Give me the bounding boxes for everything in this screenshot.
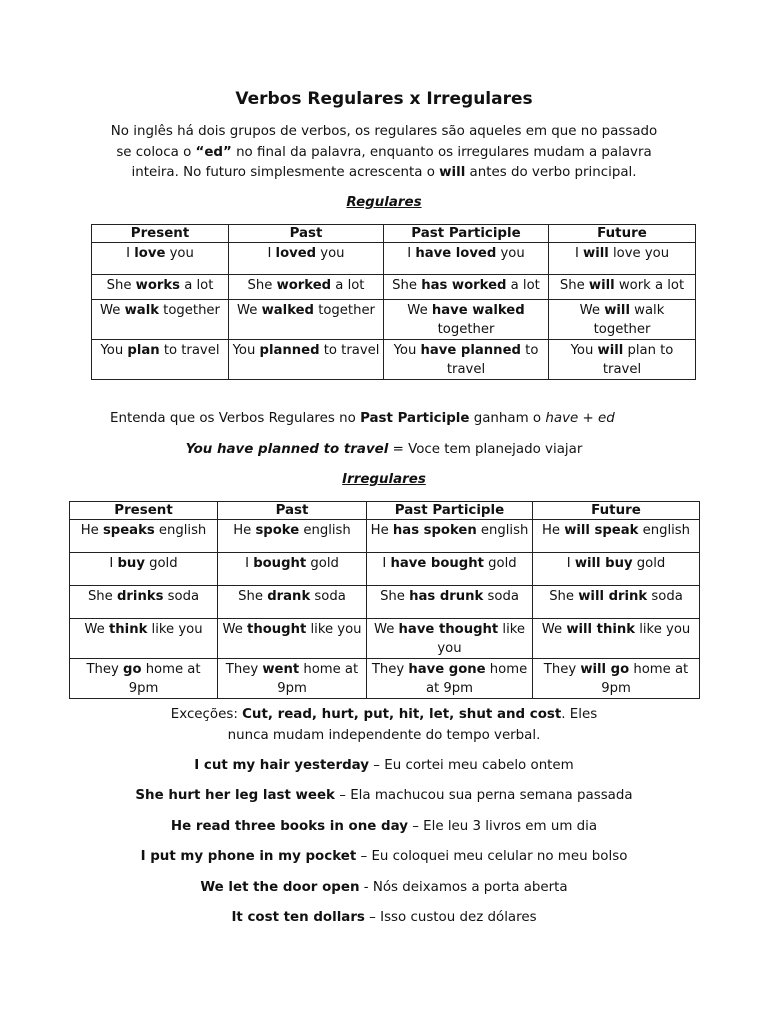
cell-text: I — [574, 246, 584, 261]
verb-form: has spoken — [392, 523, 477, 538]
cell-text: We — [373, 622, 399, 637]
example-en: You have planned to travel — [185, 442, 389, 457]
table-cell — [92, 300, 229, 340]
table-cell — [367, 520, 533, 553]
table-row — [70, 659, 700, 699]
example-separator: – — [334, 788, 351, 804]
cell-text: english — [154, 523, 207, 538]
table-row — [70, 619, 700, 659]
regulares-table — [91, 224, 696, 380]
cell-text: You — [570, 343, 598, 358]
note-have-ed: have + ed — [545, 411, 615, 426]
table-cell — [229, 243, 384, 275]
table-cell — [218, 619, 367, 659]
cell-text: work a lot — [614, 278, 685, 293]
cell-text: you — [316, 246, 345, 261]
verb-form: will — [583, 246, 609, 261]
irregulares-table — [69, 501, 700, 699]
intro-will: will — [439, 165, 466, 180]
cell-text: I — [126, 246, 135, 261]
exceptions-verbs: Cut, read, hurt, put, hit, let, shut and cost — [242, 707, 562, 722]
table-cell — [533, 659, 700, 699]
verb-form: loved — [275, 246, 317, 261]
cell-text: gold — [306, 556, 339, 571]
example-sentence — [0, 756, 768, 776]
verb-form: have planned — [420, 343, 521, 358]
cell-text: to travel — [319, 343, 380, 358]
cell-text: plan to travel — [602, 343, 674, 377]
cell-text: to travel — [159, 343, 220, 358]
cell-text: He — [80, 523, 103, 538]
table-cell — [70, 520, 218, 553]
cell-text: walk together — [593, 303, 665, 337]
cell-text: like you — [306, 622, 362, 637]
cell-text: home at 9pm — [601, 662, 689, 696]
verb-form: will drink — [578, 589, 648, 604]
cell-text: english — [476, 523, 529, 538]
cell-text: home at 9pm — [425, 662, 528, 696]
verb-form: will — [597, 343, 624, 358]
table-row — [70, 586, 700, 619]
cell-text: soda — [310, 589, 346, 604]
regulares-note — [110, 409, 670, 429]
example-pt: Nós deixamos a porta aberta — [372, 879, 568, 895]
cell-text: love you — [608, 246, 670, 261]
column-header: Past — [218, 502, 367, 520]
table-row — [92, 275, 696, 300]
verb-form: go — [123, 662, 142, 677]
intro-line: No inglês há dois grupos de verbos, os regulares são aqueles em que no passado — [110, 124, 658, 139]
cell-text: together — [437, 322, 495, 337]
regulares-title: Regulares — [346, 195, 422, 210]
verb-form: will — [604, 303, 630, 318]
verb-form: works — [135, 278, 181, 293]
table-cell — [70, 619, 218, 659]
example-translation — [0, 440, 768, 460]
cell-text: We — [222, 622, 248, 637]
table-cell — [533, 586, 700, 619]
table-cell — [384, 340, 549, 380]
cell-text: She — [247, 278, 277, 293]
example-sentence — [0, 878, 768, 898]
cell-text: a lot — [180, 278, 214, 293]
verb-form: buy — [117, 556, 145, 571]
cell-text: They — [225, 662, 263, 677]
cell-text: to travel — [446, 343, 539, 377]
verb-form: plan — [127, 343, 160, 358]
intro-text: no final da palavra, enquanto os irregulares mudam a palavra — [231, 144, 652, 160]
table-cell — [218, 586, 367, 619]
example-separator: – — [364, 910, 381, 925]
column-header: Past Participle — [384, 225, 549, 243]
exceptions-label: Exceções: — [170, 707, 243, 722]
intro-text: antes do verbo principal. — [465, 165, 637, 180]
example-separator: – — [356, 849, 372, 865]
verb-form: will go — [580, 662, 630, 677]
table-cell — [229, 275, 384, 300]
cell-text: I — [382, 556, 391, 571]
verb-form: has drunk — [409, 589, 484, 604]
intro-text: se coloca o — [116, 144, 196, 160]
cell-text: like you — [437, 622, 526, 656]
column-header: Future — [549, 225, 696, 243]
verb-form: walked — [261, 303, 314, 318]
example-en: We let the door open — [200, 879, 360, 895]
cell-text: She — [392, 278, 422, 293]
example-sentence — [0, 817, 768, 837]
verb-form: will buy — [574, 556, 633, 571]
table-cell — [92, 275, 229, 300]
cell-text: He — [233, 523, 256, 538]
verb-form: have gone — [408, 662, 486, 677]
table-cell — [218, 520, 367, 553]
verb-form: have loved — [415, 246, 497, 261]
table-row — [70, 520, 700, 553]
verb-form: love — [134, 246, 166, 261]
table-cell — [367, 586, 533, 619]
table-cell — [70, 659, 218, 699]
cell-text: I — [566, 556, 575, 571]
table-row — [92, 340, 696, 380]
verb-form: have bought — [390, 556, 484, 571]
cell-text: You — [100, 343, 128, 358]
verb-form: worked — [276, 278, 332, 293]
intro-text: inteira. No futuro simplesmente acrescenta o — [131, 165, 440, 180]
verb-form: speaks — [102, 523, 155, 538]
example-en: She hurt her leg last week — [135, 788, 335, 804]
note-text: ganham o — [469, 411, 546, 426]
verb-form: spoke — [255, 523, 300, 538]
cell-text: together — [314, 303, 375, 318]
intro-ed: “ed” — [195, 144, 232, 160]
cell-text: gold — [144, 556, 178, 571]
cell-text: She — [559, 278, 589, 293]
table-cell — [533, 619, 700, 659]
verb-form: will speak — [564, 523, 639, 538]
verb-form: will think — [566, 622, 636, 637]
cell-text: a lot — [506, 278, 540, 293]
cell-text: We — [407, 303, 432, 318]
verb-form: have thought — [398, 622, 499, 637]
cell-text: I — [109, 556, 118, 571]
exceptions-text: . Eles nunca mudam independente do tempo verbal. — [227, 707, 598, 743]
verb-form: drank — [267, 589, 311, 604]
table-cell — [218, 553, 367, 586]
table-cell — [367, 619, 533, 659]
example-pt: Ele leu 3 livros em um dia — [423, 818, 598, 834]
example-en: I put my phone in my pocket — [140, 849, 357, 865]
cell-text: gold — [483, 556, 517, 571]
cell-text: english — [638, 523, 691, 538]
column-header: Past Participle — [367, 502, 533, 520]
cell-text: They — [86, 662, 123, 677]
cell-text: soda — [163, 589, 200, 604]
verb-form: drinks — [116, 589, 164, 604]
column-header: Present — [70, 502, 218, 520]
verb-form: will — [588, 278, 615, 293]
example-pt: Eu cortei meu cabelo ontem — [384, 758, 574, 773]
table-row — [70, 553, 700, 586]
cell-text: You — [232, 343, 260, 358]
column-header: Past — [229, 225, 384, 243]
cell-text: soda — [483, 589, 519, 604]
cell-text: I — [407, 246, 416, 261]
table-cell — [384, 243, 549, 275]
cell-text: They — [371, 662, 409, 677]
irregulares-title: Irregulares — [342, 472, 426, 487]
example-pt: Eu coloquei meu celular no meu bolso — [371, 849, 628, 865]
column-header: Present — [92, 225, 229, 243]
table-cell — [70, 553, 218, 586]
example-sentence — [0, 908, 768, 928]
example-sentence — [0, 847, 768, 867]
cell-text: He — [370, 523, 393, 538]
table-cell — [70, 586, 218, 619]
example-pt: Ela machucou sua perna semana passada — [350, 788, 633, 804]
verb-form: planned — [259, 343, 320, 358]
cell-text: We — [541, 622, 567, 637]
verb-form: bought — [253, 556, 307, 571]
verb-form: has worked — [421, 278, 507, 293]
cell-text: you — [165, 246, 194, 261]
example-separator: – — [407, 818, 424, 834]
cell-text: She — [87, 589, 117, 604]
cell-text: We — [579, 303, 605, 318]
example-en: It cost ten dollars — [231, 910, 365, 925]
verb-form: went — [262, 662, 300, 677]
table-cell — [549, 340, 696, 380]
cell-text: We — [100, 303, 125, 318]
cell-text: you — [496, 246, 525, 261]
cell-text: like you — [635, 622, 691, 637]
table-cell — [549, 243, 696, 275]
table-cell — [229, 340, 384, 380]
example-pt: Isso custou dez dólares — [380, 910, 537, 925]
page-title: Verbos Regulares x Irregulares — [235, 89, 533, 109]
cell-text: We — [84, 622, 109, 637]
table-cell — [92, 243, 229, 275]
cell-text: like you — [147, 622, 203, 637]
example-separator: – — [369, 758, 385, 773]
table-cell — [218, 659, 367, 699]
table-header-row — [70, 502, 700, 520]
note-past-participle: Past Participle — [360, 411, 470, 426]
example-en: He read three books in one day — [170, 818, 408, 834]
verb-form: thought — [247, 622, 307, 637]
cell-text: She — [549, 589, 579, 604]
exceptions-note — [150, 705, 618, 746]
table-cell — [367, 553, 533, 586]
table-cell — [549, 275, 696, 300]
cell-text: gold — [632, 556, 666, 571]
verb-form: have walked — [431, 303, 525, 318]
table-cell — [229, 300, 384, 340]
note-text: Entenda que os Verbos Regulares no — [110, 411, 361, 426]
cell-text: She — [106, 278, 136, 293]
example-separator: - — [359, 879, 373, 895]
cell-text: They — [543, 662, 581, 677]
table-cell — [384, 300, 549, 340]
cell-text: She — [380, 589, 410, 604]
example-en: I cut my hair yesterday — [194, 758, 370, 773]
cell-text: english — [299, 523, 351, 538]
cell-text: He — [541, 523, 565, 538]
table-cell — [384, 275, 549, 300]
cell-text: together — [158, 303, 220, 318]
example-pt: = Voce tem planejado viajar — [388, 442, 583, 457]
cell-text: home at 9pm — [277, 662, 359, 696]
cell-text: a lot — [331, 278, 365, 293]
column-header: Future — [533, 502, 700, 520]
table-cell — [549, 300, 696, 340]
cell-text: soda — [647, 589, 683, 604]
cell-text: home at 9pm — [128, 662, 201, 696]
cell-text: She — [238, 589, 268, 604]
example-sentence — [0, 786, 768, 806]
cell-text: I — [267, 246, 276, 261]
table-cell — [533, 553, 700, 586]
table-header-row — [92, 225, 696, 243]
table-cell — [367, 659, 533, 699]
cell-text: I — [245, 556, 254, 571]
table-row — [92, 243, 696, 275]
table-row — [92, 300, 696, 340]
verb-form: walk — [124, 303, 159, 318]
cell-text: You — [393, 343, 421, 358]
table-cell — [533, 520, 700, 553]
cell-text: We — [237, 303, 262, 318]
intro-paragraph — [104, 122, 664, 184]
verb-form: think — [108, 622, 148, 637]
table-cell — [92, 340, 229, 380]
